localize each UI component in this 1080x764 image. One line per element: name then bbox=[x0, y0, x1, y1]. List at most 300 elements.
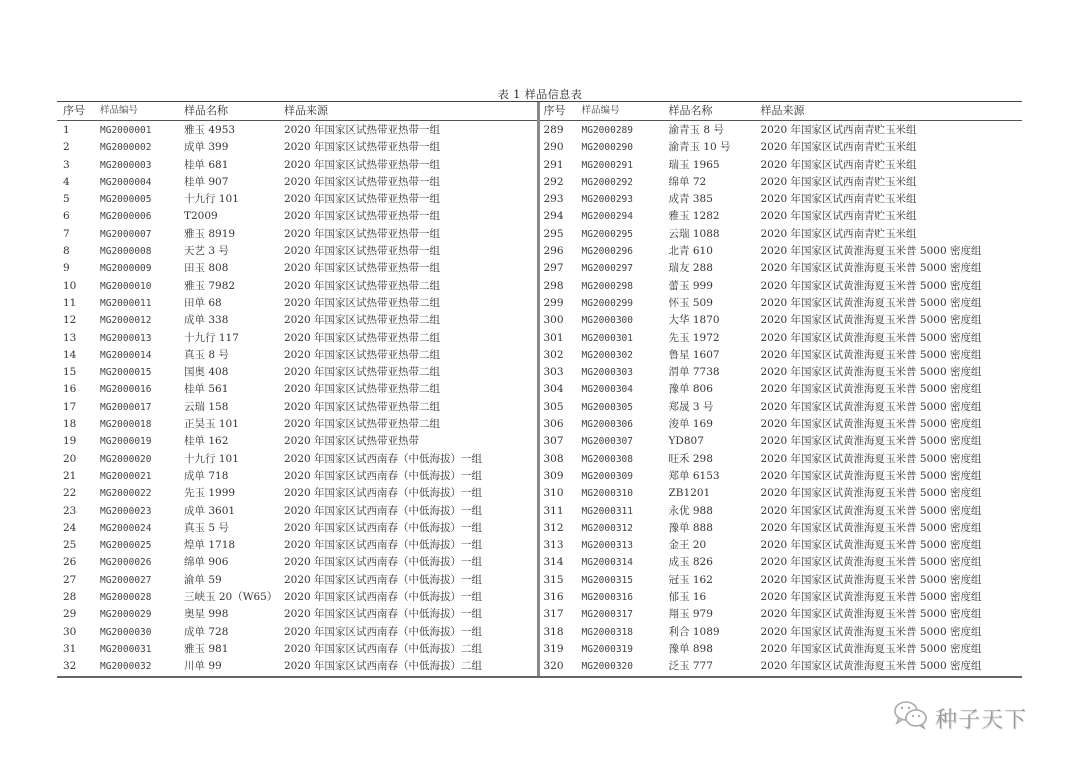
table-row bbox=[540, 658, 1023, 675]
sample-source-cell: 2020 年国家区试热带亚热带一组 bbox=[284, 210, 441, 223]
serial-no-cell: 314 bbox=[543, 556, 564, 569]
sample-id-cell: MG2000009 bbox=[100, 263, 152, 275]
serial-no-cell: 11 bbox=[63, 296, 77, 309]
sample-source-cell: 2020 年国家区试黄淮海夏玉米普 5000 密度组 bbox=[760, 296, 982, 309]
sample-source-cell: 2020 年国家区试黄淮海夏玉米普 5000 密度组 bbox=[760, 591, 982, 604]
sample-id-cell: MG2000002 bbox=[100, 142, 152, 154]
sample-source-cell: 2020 年国家区试黄淮海夏玉米普 5000 密度组 bbox=[760, 625, 982, 638]
serial-no-cell: 312 bbox=[543, 521, 564, 534]
sample-id-cell: MG2000304 bbox=[581, 384, 633, 396]
sample-source-cell: 2020 年国家区试黄淮海夏玉米普 5000 密度组 bbox=[760, 262, 982, 275]
table-row bbox=[540, 278, 1023, 295]
sample-source-cell: 2020 年国家区试热带亚热带二组 bbox=[284, 400, 441, 413]
serial-no-cell: 31 bbox=[63, 642, 77, 655]
sample-source-cell: 2020 年国家区试西南青贮玉米组 bbox=[760, 227, 917, 240]
serial-no-cell: 295 bbox=[543, 227, 564, 240]
serial-no-cell: 315 bbox=[543, 573, 564, 586]
serial-no-cell: 29 bbox=[63, 608, 77, 621]
serial-no-cell: 28 bbox=[63, 591, 77, 604]
serial-no-cell: 318 bbox=[543, 625, 564, 638]
sample-id-cell: MG2000317 bbox=[581, 609, 633, 621]
sample-id-cell: MG2000306 bbox=[581, 419, 633, 431]
header-sample-source: 样品来源 bbox=[284, 104, 328, 117]
sample-name-cell: 成单 338 bbox=[184, 314, 229, 327]
table-row bbox=[540, 208, 1023, 225]
table-row bbox=[57, 157, 537, 174]
sample-name-cell: 利合 1089 bbox=[668, 625, 720, 638]
sample-source-cell: 2020 年国家区试西南青贮玉米组 bbox=[760, 193, 917, 206]
sample-source-cell: 2020 年国家区试西南青贮玉米组 bbox=[760, 210, 917, 223]
sample-id-cell: MG2000029 bbox=[100, 609, 152, 621]
serial-no-cell: 8 bbox=[63, 245, 70, 258]
sample-name-cell: 三峡玉 20（W65） bbox=[184, 591, 278, 604]
sample-id-cell: MG2000318 bbox=[581, 626, 633, 638]
serial-no-cell: 12 bbox=[63, 314, 77, 327]
sample-info-table bbox=[57, 101, 1022, 678]
sample-id-cell: MG2000294 bbox=[581, 211, 633, 223]
sample-source-cell: 2020 年国家区试黄淮海夏玉米普 5000 密度组 bbox=[760, 418, 982, 431]
sample-id-cell: MG2000308 bbox=[581, 453, 633, 465]
sample-id-cell: MG2000013 bbox=[100, 332, 152, 344]
sample-id-cell: MG2000315 bbox=[581, 574, 633, 586]
serial-no-cell: 7 bbox=[63, 227, 70, 240]
sample-source-cell: 2020 年国家区试西南青贮玉米组 bbox=[760, 124, 917, 136]
sample-id-cell: MG2000293 bbox=[581, 194, 633, 206]
table-header-row bbox=[540, 102, 1023, 121]
sample-name-cell: 天艺 3 号 bbox=[184, 245, 229, 258]
serial-no-cell: 319 bbox=[543, 642, 564, 655]
sample-id-cell: MG2000021 bbox=[100, 470, 152, 482]
sample-name-cell: 成单 3601 bbox=[184, 504, 236, 517]
table-row bbox=[540, 260, 1023, 277]
sample-name-cell: 雅玉 1282 bbox=[668, 210, 720, 223]
sample-id-cell: MG2000014 bbox=[100, 349, 152, 361]
sample-name-cell: 蕾玉 999 bbox=[668, 279, 713, 292]
sample-source-cell: 2020 年国家区试西南青贮玉米组 bbox=[760, 175, 917, 188]
sample-name-cell: 十九行 101 bbox=[184, 452, 239, 465]
table-row bbox=[57, 554, 537, 571]
sample-id-cell: MG2000006 bbox=[100, 211, 152, 223]
sample-source-cell: 2020 年国家区试西南春（中低海拔）一组 bbox=[284, 521, 483, 534]
serial-no-cell: 10 bbox=[63, 279, 77, 292]
table-row bbox=[540, 330, 1023, 347]
sample-name-cell: 翔玉 979 bbox=[668, 608, 713, 621]
serial-no-cell: 23 bbox=[63, 504, 77, 517]
sample-source-cell: 2020 年国家区试黄淮海夏玉米普 5000 密度组 bbox=[760, 383, 982, 396]
table-header-row bbox=[57, 102, 537, 121]
table-row bbox=[540, 468, 1023, 485]
sample-source-cell: 2020 年国家区试热带亚热带二组 bbox=[284, 314, 441, 327]
table-row bbox=[57, 485, 537, 502]
sample-source-cell: 2020 年国家区试热带亚热带二组 bbox=[284, 279, 441, 292]
sample-name-cell: 郁玉 16 bbox=[668, 591, 707, 604]
sample-id-cell: MG2000292 bbox=[581, 176, 633, 188]
serial-no-cell: 32 bbox=[63, 660, 77, 673]
sample-name-cell: ZB1201 bbox=[668, 487, 711, 500]
sample-name-cell: T2009 bbox=[184, 210, 218, 223]
sample-id-cell: MG2000004 bbox=[100, 176, 152, 188]
sample-name-cell: 成单 728 bbox=[184, 625, 229, 638]
sample-name-cell: 国奥 408 bbox=[184, 366, 229, 379]
serial-no-cell: 313 bbox=[543, 539, 564, 552]
sample-id-cell: MG2000010 bbox=[100, 280, 152, 292]
table-row bbox=[540, 399, 1023, 416]
sample-name-cell: 十九行 117 bbox=[184, 331, 239, 344]
serial-no-cell: 3 bbox=[63, 158, 70, 171]
sample-id-cell: MG2000018 bbox=[100, 419, 152, 431]
sample-source-cell: 2020 年国家区试黄淮海夏玉米普 5000 密度组 bbox=[760, 487, 982, 500]
sample-name-cell: 十九行 101 bbox=[184, 193, 239, 206]
sample-id-cell: MG2000299 bbox=[581, 297, 633, 309]
table-row bbox=[540, 364, 1023, 381]
sample-source-cell: 2020 年国家区试西南春（中低海拔）二组 bbox=[284, 642, 483, 655]
table-row bbox=[57, 330, 537, 347]
sample-id-cell: MG2000301 bbox=[581, 332, 633, 344]
serial-no-cell: 320 bbox=[543, 660, 564, 673]
sample-name-cell: 先玉 1999 bbox=[184, 487, 236, 500]
table-row bbox=[540, 295, 1023, 312]
table-row bbox=[57, 606, 537, 623]
sample-id-cell: MG2000310 bbox=[581, 488, 633, 500]
serial-no-cell: 19 bbox=[63, 435, 77, 448]
table-row bbox=[57, 624, 537, 641]
table-row bbox=[57, 503, 537, 520]
table-row bbox=[57, 139, 537, 156]
sample-source-cell: 2020 年国家区试西南春（中低海拔）一组 bbox=[284, 625, 483, 638]
table-row bbox=[57, 295, 537, 312]
sample-name-cell: 瑞玉 1965 bbox=[668, 158, 720, 171]
table-body-left bbox=[57, 121, 537, 676]
sample-source-cell: 2020 年国家区试热带亚热带一组 bbox=[284, 227, 441, 240]
serial-no-cell: 25 bbox=[63, 539, 77, 552]
table-row bbox=[57, 658, 537, 675]
serial-no-cell: 308 bbox=[543, 452, 564, 465]
sample-source-cell: 2020 年国家区试热带亚热带二组 bbox=[284, 331, 441, 344]
sample-id-cell: MG2000019 bbox=[100, 436, 152, 448]
sample-name-cell: 真玉 8 号 bbox=[184, 348, 229, 361]
sample-id-cell: MG2000031 bbox=[100, 643, 152, 655]
sample-source-cell: 2020 年国家区试西南春（中低海拔）一组 bbox=[284, 591, 483, 604]
header-serial-no: 序号 bbox=[543, 104, 566, 117]
sample-id-cell: MG2000302 bbox=[581, 349, 633, 361]
sample-source-cell: 2020 年国家区试热带亚热带 bbox=[284, 435, 420, 448]
sample-source-cell: 2020 年国家区试西南春（中低海拔）一组 bbox=[284, 487, 483, 500]
sample-source-cell: 2020 年国家区试黄淮海夏玉米普 5000 密度组 bbox=[760, 521, 982, 534]
serial-no-cell: 298 bbox=[543, 279, 564, 292]
serial-no-cell: 30 bbox=[63, 625, 77, 638]
serial-no-cell: 18 bbox=[63, 418, 77, 431]
sample-name-cell: 桂单 561 bbox=[184, 383, 229, 396]
serial-no-cell: 316 bbox=[543, 591, 564, 604]
sample-source-cell: 2020 年国家区试热带亚热带一组 bbox=[284, 193, 441, 206]
table-row bbox=[57, 537, 537, 554]
sample-name-cell: 渝单 59 bbox=[184, 573, 222, 586]
sample-name-cell: 豫单 898 bbox=[668, 642, 713, 655]
sample-id-cell: MG2000305 bbox=[581, 401, 633, 413]
sample-name-cell: 豫单 806 bbox=[668, 383, 713, 396]
serial-no-cell: 309 bbox=[543, 469, 564, 482]
table-caption: 表 1 样品信息表 bbox=[497, 88, 583, 101]
sample-id-cell: MG2000012 bbox=[100, 315, 152, 327]
serial-no-cell: 300 bbox=[543, 314, 564, 327]
serial-no-cell: 24 bbox=[63, 521, 77, 534]
sample-id-cell: MG2000320 bbox=[581, 661, 633, 673]
sample-id-cell: MG2000289 bbox=[581, 125, 633, 136]
sample-source-cell: 2020 年国家区试黄淮海夏玉米普 5000 密度组 bbox=[760, 504, 982, 517]
sample-source-cell: 2020 年国家区试西南春（中低海拔）一组 bbox=[284, 504, 483, 517]
serial-no-cell: 4 bbox=[63, 175, 70, 188]
sample-source-cell: 2020 年国家区试西南青贮玉米组 bbox=[760, 158, 917, 171]
sample-name-cell: 鲁星 1607 bbox=[668, 348, 720, 361]
header-sample-name: 样品名称 bbox=[184, 104, 228, 117]
sample-name-cell: 永优 988 bbox=[668, 504, 713, 517]
sample-name-cell: 渭单 7738 bbox=[668, 366, 720, 379]
serial-no-cell: 307 bbox=[543, 435, 564, 448]
sample-source-cell: 2020 年国家区试黄淮海夏玉米普 5000 密度组 bbox=[760, 435, 982, 448]
serial-no-cell: 13 bbox=[63, 331, 77, 344]
sample-id-cell: MG2000016 bbox=[100, 384, 152, 396]
table-row bbox=[540, 554, 1023, 571]
table-row bbox=[57, 433, 537, 450]
sample-id-cell: MG2000020 bbox=[100, 453, 152, 465]
sample-id-cell: MG2000030 bbox=[100, 626, 152, 638]
watermark-text: 种子天下 bbox=[935, 707, 1028, 733]
table-row bbox=[57, 191, 537, 208]
serial-no-cell: 310 bbox=[543, 487, 564, 500]
sample-source-cell: 2020 年国家区试热带亚热带二组 bbox=[284, 383, 441, 396]
sample-name-cell: 桂单 907 bbox=[184, 175, 229, 188]
sample-id-cell: MG2000309 bbox=[581, 470, 633, 482]
sample-name-cell: 成单 399 bbox=[184, 141, 229, 154]
sample-id-cell: MG2000023 bbox=[100, 505, 152, 517]
sample-id-cell: MG2000032 bbox=[100, 661, 152, 673]
sample-source-cell: 2020 年国家区试热带亚热带二组 bbox=[284, 348, 441, 361]
table-row bbox=[57, 312, 537, 329]
sample-id-cell: MG2000291 bbox=[581, 159, 633, 171]
sample-id-cell: MG2000008 bbox=[100, 246, 152, 258]
serial-no-cell: 1 bbox=[63, 124, 70, 136]
sample-source-cell: 2020 年国家区试西南春（中低海拔）一组 bbox=[284, 469, 483, 482]
serial-no-cell: 311 bbox=[543, 504, 564, 517]
sample-id-cell: MG2000296 bbox=[581, 246, 633, 258]
sample-source-cell: 2020 年国家区试黄淮海夏玉米普 5000 密度组 bbox=[760, 608, 982, 621]
table-row bbox=[57, 381, 537, 398]
sample-source-cell: 2020 年国家区试黄淮海夏玉米普 5000 密度组 bbox=[760, 314, 982, 327]
sample-id-cell: MG2000303 bbox=[581, 367, 633, 379]
serial-no-cell: 306 bbox=[543, 418, 564, 431]
sample-name-cell: 成青 385 bbox=[668, 193, 713, 206]
serial-no-cell: 292 bbox=[543, 175, 564, 188]
sample-source-cell: 2020 年国家区试西南春（中低海拔）一组 bbox=[284, 556, 483, 569]
table-row bbox=[540, 520, 1023, 537]
table-row bbox=[540, 139, 1023, 156]
sample-id-cell: MG2000314 bbox=[581, 557, 633, 569]
sample-id-cell: MG2000005 bbox=[100, 194, 152, 206]
sample-id-cell: MG2000298 bbox=[581, 280, 633, 292]
serial-no-cell: 290 bbox=[543, 141, 564, 154]
sample-source-cell: 2020 年国家区试黄淮海夏玉米普 5000 密度组 bbox=[760, 400, 982, 413]
serial-no-cell: 305 bbox=[543, 400, 564, 413]
sample-id-cell: MG2000307 bbox=[581, 436, 633, 448]
sample-name-cell: 雅玉 8919 bbox=[184, 227, 236, 240]
serial-no-cell: 294 bbox=[543, 210, 564, 223]
sample-source-cell: 2020 年国家区试黄淮海夏玉米普 5000 密度组 bbox=[760, 556, 982, 569]
sample-name-cell: 北青 610 bbox=[668, 245, 713, 258]
sample-source-cell: 2020 年国家区试热带亚热带二组 bbox=[284, 418, 441, 431]
sample-source-cell: 2020 年国家区试黄淮海夏玉米普 5000 密度组 bbox=[760, 469, 982, 482]
serial-no-cell: 291 bbox=[543, 158, 564, 171]
sample-source-cell: 2020 年国家区试西南春（中低海拔）一组 bbox=[284, 539, 483, 552]
sample-source-cell: 2020 年国家区试黄淮海夏玉米普 5000 密度组 bbox=[760, 245, 982, 258]
table-row bbox=[540, 433, 1023, 450]
table-row bbox=[540, 381, 1023, 398]
table-row bbox=[540, 312, 1023, 329]
header-sample-id: 样品编号 bbox=[581, 105, 620, 116]
sample-name-cell: 雅玉 7982 bbox=[184, 279, 236, 292]
serial-no-cell: 26 bbox=[63, 556, 77, 569]
sample-source-cell: 2020 年国家区试热带亚热带一组 bbox=[284, 245, 441, 258]
table-row bbox=[57, 520, 537, 537]
table-row bbox=[540, 347, 1023, 364]
sample-id-cell: MG2000027 bbox=[100, 574, 152, 586]
sample-id-cell: MG2000025 bbox=[100, 540, 152, 552]
table-row bbox=[57, 451, 537, 468]
sample-source-cell: 2020 年国家区试热带亚热带一组 bbox=[284, 262, 441, 275]
serial-no-cell: 293 bbox=[543, 193, 564, 206]
sample-source-cell: 2020 年国家区试热带亚热带一组 bbox=[284, 175, 441, 188]
table-row bbox=[540, 122, 1023, 139]
table-body-right bbox=[540, 121, 1023, 676]
serial-no-cell: 299 bbox=[543, 296, 564, 309]
table-row bbox=[57, 399, 537, 416]
sample-source-cell: 2020 年国家区试黄淮海夏玉米普 5000 密度组 bbox=[760, 331, 982, 344]
table-row bbox=[57, 572, 537, 589]
sample-source-cell: 2020 年国家区试黄淮海夏玉米普 5000 密度组 bbox=[760, 279, 982, 292]
table-row bbox=[540, 641, 1023, 658]
sample-name-cell: 郑晟 3 号 bbox=[668, 400, 714, 413]
watermark bbox=[893, 700, 1027, 736]
sample-name-cell: 绵单 906 bbox=[184, 556, 229, 569]
sample-name-cell: 雅玉 981 bbox=[184, 642, 229, 655]
sample-id-cell: MG2000319 bbox=[581, 643, 633, 655]
sample-name-cell: 郑单 6153 bbox=[668, 469, 720, 482]
sample-id-cell: MG2000300 bbox=[581, 315, 633, 327]
serial-no-cell: 14 bbox=[63, 348, 77, 361]
sample-name-cell: 云瑞 158 bbox=[184, 400, 229, 413]
header-sample-name: 样品名称 bbox=[668, 104, 713, 117]
serial-no-cell: 317 bbox=[543, 608, 564, 621]
sample-name-cell: 桂单 162 bbox=[184, 435, 229, 448]
sample-name-cell: 云瑞 1088 bbox=[668, 227, 720, 240]
sample-name-cell: 田玉 808 bbox=[184, 262, 229, 275]
serial-no-cell: 15 bbox=[63, 366, 77, 379]
serial-no-cell: 301 bbox=[543, 331, 564, 344]
table-row bbox=[540, 416, 1023, 433]
table-row bbox=[540, 157, 1023, 174]
table-row bbox=[57, 208, 537, 225]
table-row bbox=[540, 226, 1023, 243]
table-row bbox=[57, 416, 537, 433]
sample-name-cell: 大华 1870 bbox=[668, 314, 720, 327]
sample-source-cell: 2020 年国家区试黄淮海夏玉米普 5000 密度组 bbox=[760, 539, 982, 552]
sample-source-cell: 2020 年国家区试西南春（中低海拔）二组 bbox=[284, 660, 483, 673]
sample-name-cell: 渝青玉 10 号 bbox=[668, 141, 731, 154]
sample-source-cell: 2020 年国家区试黄淮海夏玉米普 5000 密度组 bbox=[760, 660, 982, 673]
header-sample-source: 样品来源 bbox=[760, 104, 805, 117]
table-row bbox=[57, 174, 537, 191]
sample-source-cell: 2020 年国家区试黄淮海夏玉米普 5000 密度组 bbox=[760, 642, 982, 655]
serial-no-cell: 297 bbox=[543, 262, 564, 275]
table-row bbox=[540, 589, 1023, 606]
sample-id-cell: MG2000007 bbox=[100, 228, 152, 240]
table-row bbox=[57, 364, 537, 381]
sample-id-cell: MG2000017 bbox=[100, 401, 152, 413]
sample-name-cell: YD807 bbox=[668, 435, 704, 448]
sample-source-cell: 2020 年国家区试西南春（中低海拔）一组 bbox=[284, 452, 483, 465]
sample-id-cell: MG2000316 bbox=[581, 592, 633, 604]
sample-source-cell: 2020 年国家区试黄淮海夏玉米普 5000 密度组 bbox=[760, 348, 982, 361]
table-row bbox=[57, 589, 537, 606]
sample-source-cell: 2020 年国家区试黄淮海夏玉米普 5000 密度组 bbox=[760, 366, 982, 379]
sample-id-cell: MG2000313 bbox=[581, 540, 633, 552]
wechat-icon bbox=[893, 700, 935, 736]
sample-id-cell: MG2000312 bbox=[581, 522, 633, 534]
header-sample-id: 样品编号 bbox=[100, 105, 139, 116]
table-right-half bbox=[537, 102, 1023, 676]
sample-name-cell: 瑞友 288 bbox=[668, 262, 713, 275]
serial-no-cell: 289 bbox=[543, 124, 564, 136]
table-row bbox=[57, 243, 537, 260]
sample-name-cell: 奥星 998 bbox=[184, 608, 229, 621]
table-row bbox=[540, 243, 1023, 260]
header-serial-no: 序号 bbox=[63, 104, 85, 117]
sample-id-cell: MG2000297 bbox=[581, 263, 633, 275]
table-row bbox=[57, 226, 537, 243]
sample-name-cell: 桂单 681 bbox=[184, 158, 229, 171]
sample-name-cell: 先玉 1972 bbox=[668, 331, 720, 344]
serial-no-cell: 21 bbox=[63, 469, 77, 482]
serial-no-cell: 16 bbox=[63, 383, 77, 396]
sample-id-cell: MG2000024 bbox=[100, 522, 152, 534]
sample-source-cell: 2020 年国家区试西南青贮玉米组 bbox=[760, 141, 917, 154]
sample-name-cell: 川单 99 bbox=[184, 660, 222, 673]
table-row bbox=[540, 451, 1023, 468]
sample-name-cell: 正昊玉 101 bbox=[184, 418, 239, 431]
sample-name-cell: 金王 20 bbox=[668, 539, 707, 552]
serial-no-cell: 6 bbox=[63, 210, 70, 223]
sample-source-cell: 2020 年国家区试黄淮海夏玉米普 5000 密度组 bbox=[760, 452, 982, 465]
sample-id-cell: MG2000003 bbox=[100, 159, 152, 171]
serial-no-cell: 5 bbox=[63, 193, 70, 206]
table-row bbox=[540, 503, 1023, 520]
sample-id-cell: MG2000295 bbox=[581, 228, 633, 240]
sample-id-cell: MG2000290 bbox=[581, 142, 633, 154]
sample-name-cell: 绵单 72 bbox=[668, 175, 707, 188]
sample-source-cell: 2020 年国家区试黄淮海夏玉米普 5000 密度组 bbox=[760, 573, 982, 586]
sample-source-cell: 2020 年国家区试热带亚热带一组 bbox=[284, 141, 441, 154]
serial-no-cell: 20 bbox=[63, 452, 77, 465]
sample-name-cell: 浚单 169 bbox=[668, 418, 713, 431]
sample-id-cell: MG2000011 bbox=[100, 297, 152, 309]
table-row bbox=[57, 278, 537, 295]
serial-no-cell: 2 bbox=[63, 141, 70, 154]
serial-no-cell: 302 bbox=[543, 348, 564, 361]
table-row bbox=[57, 260, 537, 277]
table-row bbox=[540, 174, 1023, 191]
sample-name-cell: 泛玉 777 bbox=[668, 660, 713, 673]
sample-id-cell: MG2000026 bbox=[100, 557, 152, 569]
table-row bbox=[57, 347, 537, 364]
